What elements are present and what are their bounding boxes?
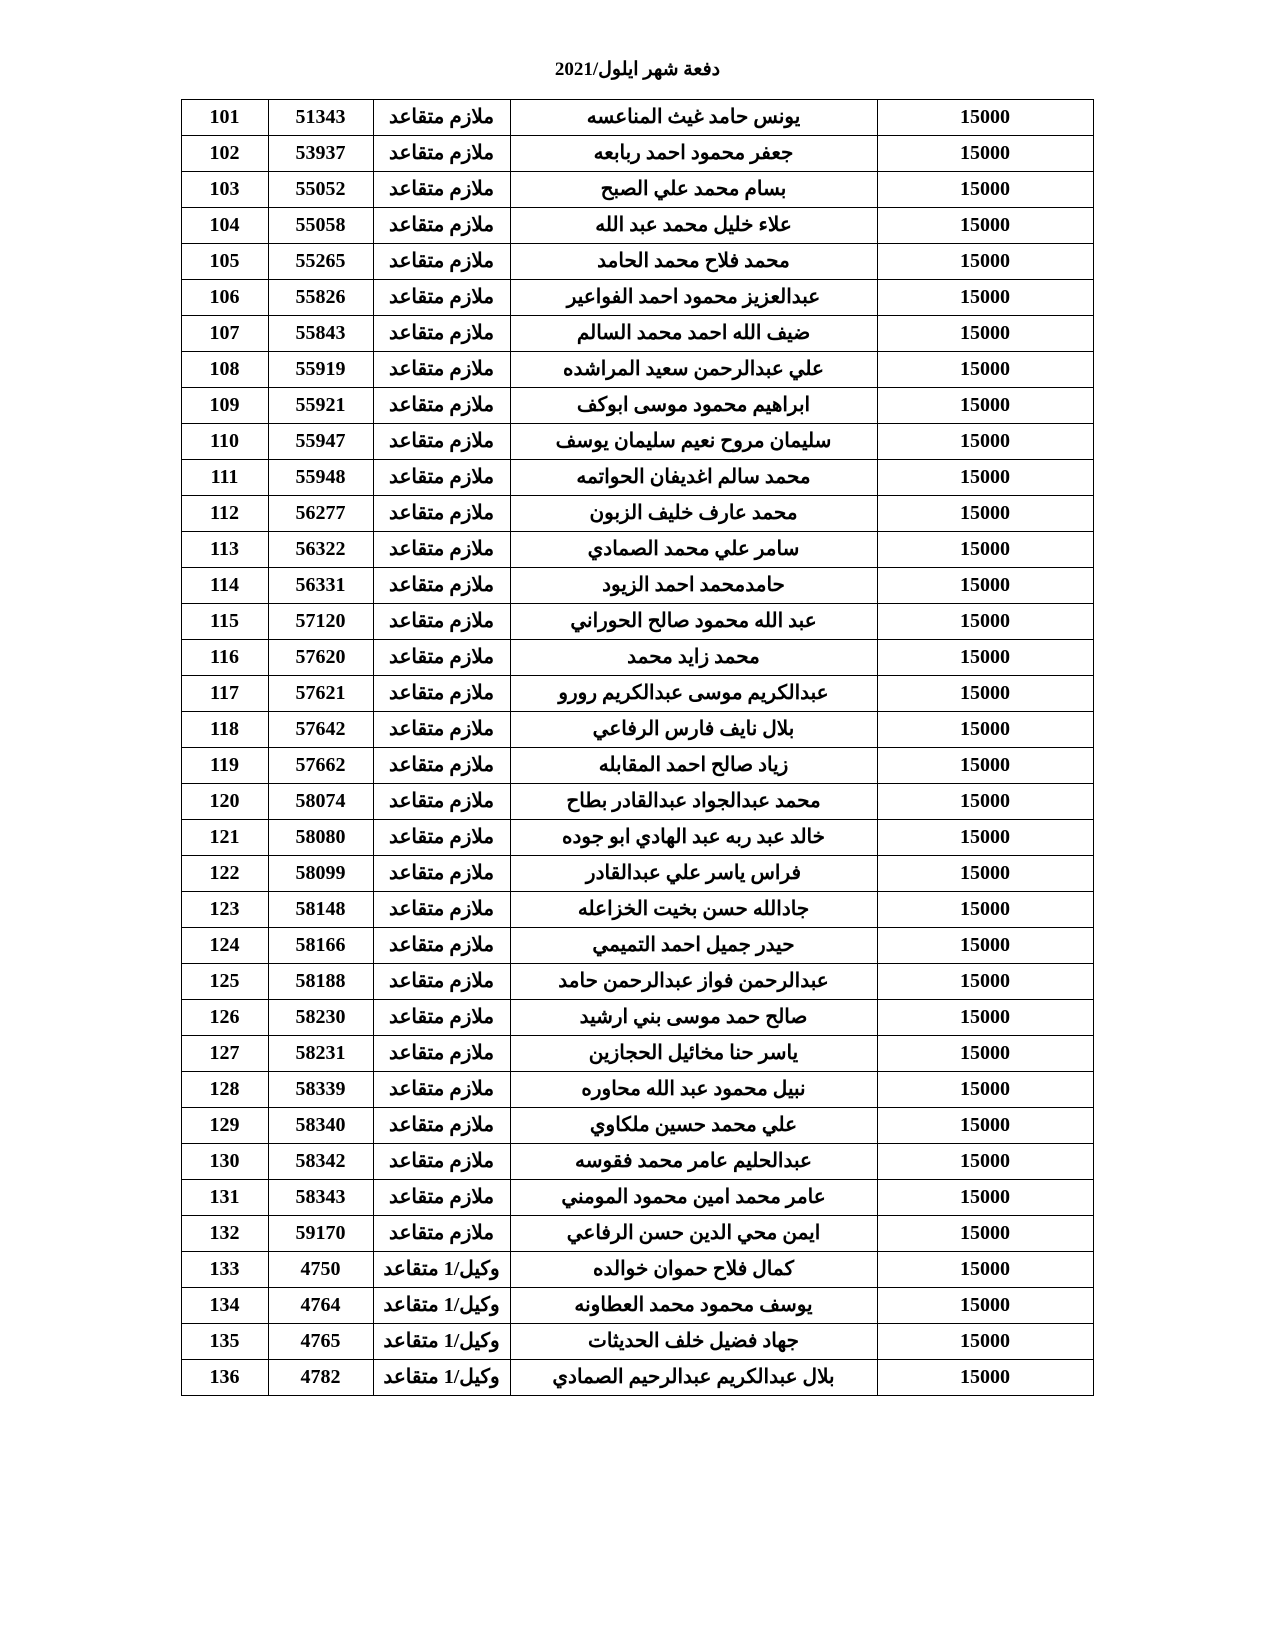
cell-name: يونس حامد غيث المناعسه [510, 100, 877, 136]
cell-rank: ملازم متقاعد [373, 172, 510, 208]
cell-index: 125 [181, 964, 268, 1000]
table-row [181, 496, 1093, 532]
cell-amount: 15000 [877, 1324, 1093, 1360]
cell-name: بسام محمد علي الصبح [510, 172, 877, 208]
table-row [181, 1324, 1093, 1360]
table-row [181, 352, 1093, 388]
cell-name: زياد صالح احمد المقابله [510, 748, 877, 784]
cell-index: 124 [181, 928, 268, 964]
cell-name: محمد عبدالجواد عبدالقادر بطاح [510, 784, 877, 820]
table-row [181, 1180, 1093, 1216]
cell-index: 119 [181, 748, 268, 784]
cell-amount: 15000 [877, 640, 1093, 676]
cell-name: علاء خليل محمد عبد الله [510, 208, 877, 244]
cell-index: 127 [181, 1036, 268, 1072]
cell-rank: ملازم متقاعد [373, 1000, 510, 1036]
cell-id: 56277 [268, 496, 373, 532]
cell-rank: ملازم متقاعد [373, 712, 510, 748]
cell-name: سامر علي محمد الصمادي [510, 532, 877, 568]
cell-index: 104 [181, 208, 268, 244]
cell-name: عبدالعزيز محمود احمد الفواعير [510, 280, 877, 316]
cell-amount: 15000 [877, 784, 1093, 820]
cell-index: 118 [181, 712, 268, 748]
table-row [181, 928, 1093, 964]
cell-amount: 15000 [877, 316, 1093, 352]
cell-index: 110 [181, 424, 268, 460]
cell-rank: ملازم متقاعد [373, 640, 510, 676]
cell-name: صالح حمد موسى بني ارشيد [510, 1000, 877, 1036]
table-row [181, 820, 1093, 856]
cell-rank: ملازم متقاعد [373, 208, 510, 244]
cell-index: 120 [181, 784, 268, 820]
cell-rank: وكيل/1 متقاعد [373, 1252, 510, 1288]
cell-name: عبدالحليم عامر محمد فقوسه [510, 1144, 877, 1180]
cell-amount: 15000 [877, 424, 1093, 460]
cell-rank: ملازم متقاعد [373, 1036, 510, 1072]
table-row [181, 100, 1093, 136]
cell-index: 105 [181, 244, 268, 280]
cell-amount: 15000 [877, 1252, 1093, 1288]
cell-amount: 15000 [877, 892, 1093, 928]
cell-amount: 15000 [877, 1288, 1093, 1324]
cell-id: 58188 [268, 964, 373, 1000]
cell-name: كمال فلاح حموان خوالده [510, 1252, 877, 1288]
cell-index: 121 [181, 820, 268, 856]
cell-rank: ملازم متقاعد [373, 424, 510, 460]
cell-amount: 15000 [877, 352, 1093, 388]
cell-amount: 15000 [877, 388, 1093, 424]
cell-rank: ملازم متقاعد [373, 892, 510, 928]
table-row [181, 1216, 1093, 1252]
cell-name: ضيف الله احمد محمد السالم [510, 316, 877, 352]
cell-index: 117 [181, 676, 268, 712]
table-row [181, 1072, 1093, 1108]
cell-id: 51343 [268, 100, 373, 136]
cell-amount: 15000 [877, 604, 1093, 640]
cell-index: 131 [181, 1180, 268, 1216]
cell-id: 56331 [268, 568, 373, 604]
cell-name: محمد عارف خليف الزبون [510, 496, 877, 532]
cell-rank: ملازم متقاعد [373, 928, 510, 964]
cell-name: عبدالرحمن فواز عبدالرحمن حامد [510, 964, 877, 1000]
cell-id: 55919 [268, 352, 373, 388]
cell-amount: 15000 [877, 676, 1093, 712]
cell-id: 55921 [268, 388, 373, 424]
cell-index: 109 [181, 388, 268, 424]
cell-index: 130 [181, 1144, 268, 1180]
cell-id: 58074 [268, 784, 373, 820]
cell-name: بلال عبدالكريم عبدالرحيم الصمادي [510, 1360, 877, 1396]
table-row [181, 172, 1093, 208]
cell-id: 4765 [268, 1324, 373, 1360]
cell-rank: ملازم متقاعد [373, 280, 510, 316]
table-row [181, 748, 1093, 784]
cell-rank: وكيل/1 متقاعد [373, 1288, 510, 1324]
table-row [181, 424, 1093, 460]
cell-id: 55826 [268, 280, 373, 316]
cell-index: 106 [181, 280, 268, 316]
cell-amount: 15000 [877, 856, 1093, 892]
cell-index: 123 [181, 892, 268, 928]
cell-name: علي محمد حسين ملكاوي [510, 1108, 877, 1144]
cell-rank: ملازم متقاعد [373, 244, 510, 280]
cell-id: 58342 [268, 1144, 373, 1180]
cell-name: خالد عبد ربه عبد الهادي ابو جوده [510, 820, 877, 856]
cell-name: محمد زايد محمد [510, 640, 877, 676]
cell-id: 4764 [268, 1288, 373, 1324]
page-title: دفعة شهر ايلول/2021 [554, 59, 721, 80]
cell-rank: ملازم متقاعد [373, 568, 510, 604]
table-row [181, 460, 1093, 496]
cell-index: 122 [181, 856, 268, 892]
cell-amount: 15000 [877, 496, 1093, 532]
cell-rank: ملازم متقاعد [373, 1072, 510, 1108]
cell-id: 55947 [268, 424, 373, 460]
cell-id: 58230 [268, 1000, 373, 1036]
cell-rank: ملازم متقاعد [373, 1216, 510, 1252]
table-row [181, 640, 1093, 676]
cell-index: 135 [181, 1324, 268, 1360]
table-row [181, 1360, 1093, 1396]
cell-rank: وكيل/1 متقاعد [373, 1360, 510, 1396]
cell-id: 55052 [268, 172, 373, 208]
table-row [181, 568, 1093, 604]
cell-id: 58343 [268, 1180, 373, 1216]
table-row [181, 532, 1093, 568]
cell-rank: ملازم متقاعد [373, 784, 510, 820]
cell-amount: 15000 [877, 1036, 1093, 1072]
cell-name: نبيل محمود عبد الله محاوره [510, 1072, 877, 1108]
table-row [181, 1036, 1093, 1072]
cell-rank: ملازم متقاعد [373, 748, 510, 784]
cell-amount: 15000 [877, 1108, 1093, 1144]
table-row [181, 136, 1093, 172]
cell-rank: ملازم متقاعد [373, 1108, 510, 1144]
cell-name: علي عبدالرحمن سعيد المراشده [510, 352, 877, 388]
cell-rank: ملازم متقاعد [373, 100, 510, 136]
cell-index: 116 [181, 640, 268, 676]
table-row [181, 1144, 1093, 1180]
table-row [181, 1252, 1093, 1288]
cell-id: 4782 [268, 1360, 373, 1396]
cell-amount: 15000 [877, 748, 1093, 784]
cell-index: 112 [181, 496, 268, 532]
table-row [181, 784, 1093, 820]
cell-id: 53937 [268, 136, 373, 172]
cell-index: 114 [181, 568, 268, 604]
cell-name: سليمان مروح نعيم سليمان يوسف [510, 424, 877, 460]
table-row [181, 388, 1093, 424]
table-row [181, 208, 1093, 244]
cell-rank: ملازم متقاعد [373, 820, 510, 856]
cell-id: 55948 [268, 460, 373, 496]
cell-id: 58231 [268, 1036, 373, 1072]
cell-amount: 15000 [877, 1072, 1093, 1108]
cell-amount: 15000 [877, 1000, 1093, 1036]
cell-id: 57642 [268, 712, 373, 748]
table-row [181, 280, 1093, 316]
cell-amount: 15000 [877, 244, 1093, 280]
cell-id: 58340 [268, 1108, 373, 1144]
cell-name: يوسف محمود محمد العطاونه [510, 1288, 877, 1324]
cell-id: 57120 [268, 604, 373, 640]
cell-rank: ملازم متقاعد [373, 496, 510, 532]
cell-rank: وكيل/1 متقاعد [373, 1324, 510, 1360]
cell-name: محمد سالم اغديفان الحواتمه [510, 460, 877, 496]
cell-index: 129 [181, 1108, 268, 1144]
cell-name: جهاد فضيل خلف الحديثات [510, 1324, 877, 1360]
cell-amount: 15000 [877, 532, 1093, 568]
cell-name: جعفر محمود احمد ربابعه [510, 136, 877, 172]
cell-index: 126 [181, 1000, 268, 1036]
cell-amount: 15000 [877, 1216, 1093, 1252]
cell-id: 57662 [268, 748, 373, 784]
cell-name: حامدمحمد احمد الزيود [510, 568, 877, 604]
table-row [181, 1108, 1093, 1144]
table-row [181, 676, 1093, 712]
cell-name: فراس ياسر علي عبدالقادر [510, 856, 877, 892]
cell-amount: 15000 [877, 928, 1093, 964]
payments-table [181, 99, 1094, 1396]
cell-amount: 15000 [877, 964, 1093, 1000]
cell-index: 103 [181, 172, 268, 208]
cell-id: 57620 [268, 640, 373, 676]
cell-name: بلال نايف فارس الرفاعي [510, 712, 877, 748]
cell-amount: 15000 [877, 1180, 1093, 1216]
cell-name: عبد الله محمود صالح الحوراني [510, 604, 877, 640]
cell-name: ياسر حنا مخائيل الحجازين [510, 1036, 877, 1072]
cell-name: ابراهيم محمود موسى ابوكف [510, 388, 877, 424]
table-row [181, 244, 1093, 280]
cell-id: 55058 [268, 208, 373, 244]
cell-rank: ملازم متقاعد [373, 964, 510, 1000]
cell-id: 58339 [268, 1072, 373, 1108]
cell-id: 59170 [268, 1216, 373, 1252]
cell-name: محمد فلاح محمد الحامد [510, 244, 877, 280]
cell-index: 108 [181, 352, 268, 388]
cell-index: 133 [181, 1252, 268, 1288]
cell-rank: ملازم متقاعد [373, 316, 510, 352]
cell-name: عبدالكريم موسى عبدالكريم رورو [510, 676, 877, 712]
cell-index: 132 [181, 1216, 268, 1252]
cell-index: 134 [181, 1288, 268, 1324]
cell-id: 57621 [268, 676, 373, 712]
cell-id: 58099 [268, 856, 373, 892]
cell-rank: ملازم متقاعد [373, 532, 510, 568]
cell-id: 58080 [268, 820, 373, 856]
cell-rank: ملازم متقاعد [373, 388, 510, 424]
table-row [181, 604, 1093, 640]
table-row [181, 712, 1093, 748]
cell-index: 101 [181, 100, 268, 136]
cell-name: جادالله حسن بخيت الخزاعله [510, 892, 877, 928]
cell-id: 58148 [268, 892, 373, 928]
cell-id: 56322 [268, 532, 373, 568]
cell-id: 4750 [268, 1252, 373, 1288]
cell-index: 136 [181, 1360, 268, 1396]
cell-rank: ملازم متقاعد [373, 460, 510, 496]
cell-amount: 15000 [877, 280, 1093, 316]
cell-index: 113 [181, 532, 268, 568]
cell-amount: 15000 [877, 172, 1093, 208]
table-row [181, 1000, 1093, 1036]
cell-amount: 15000 [877, 712, 1093, 748]
cell-amount: 15000 [877, 1360, 1093, 1396]
cell-id: 55265 [268, 244, 373, 280]
table-row [181, 1288, 1093, 1324]
cell-rank: ملازم متقاعد [373, 604, 510, 640]
table-row [181, 892, 1093, 928]
cell-name: ايمن محي الدين حسن الرفاعي [510, 1216, 877, 1252]
cell-index: 107 [181, 316, 268, 352]
cell-rank: ملازم متقاعد [373, 1180, 510, 1216]
cell-name: عامر محمد امين محمود المومني [510, 1180, 877, 1216]
cell-rank: ملازم متقاعد [373, 136, 510, 172]
cell-amount: 15000 [877, 208, 1093, 244]
table-row [181, 856, 1093, 892]
cell-amount: 15000 [877, 568, 1093, 604]
cell-amount: 15000 [877, 820, 1093, 856]
cell-amount: 15000 [877, 136, 1093, 172]
cell-index: 111 [181, 460, 268, 496]
payments-table-container [182, 99, 1094, 1396]
cell-name: حيدر جميل احمد التميمي [510, 928, 877, 964]
payments-table-body [181, 100, 1093, 1396]
cell-id: 55843 [268, 316, 373, 352]
cell-rank: ملازم متقاعد [373, 1144, 510, 1180]
cell-index: 115 [181, 604, 268, 640]
cell-rank: ملازم متقاعد [373, 676, 510, 712]
table-row [181, 964, 1093, 1000]
cell-amount: 15000 [877, 460, 1093, 496]
cell-rank: ملازم متقاعد [373, 856, 510, 892]
cell-id: 58166 [268, 928, 373, 964]
table-row [181, 316, 1093, 352]
cell-amount: 15000 [877, 1144, 1093, 1180]
cell-amount: 15000 [877, 100, 1093, 136]
cell-rank: ملازم متقاعد [373, 352, 510, 388]
cell-index: 102 [181, 136, 268, 172]
cell-index: 128 [181, 1072, 268, 1108]
